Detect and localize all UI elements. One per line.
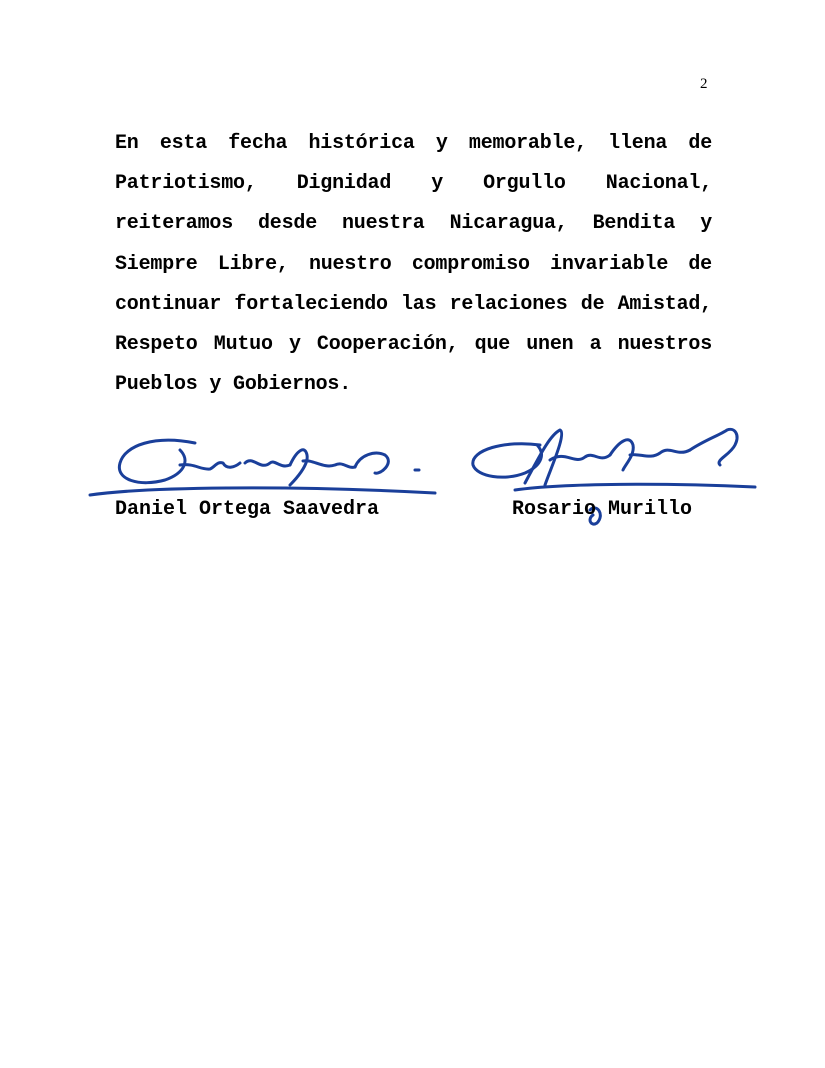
body-paragraph: En esta fecha histórica y memorable, llena de Patriotismo, Dignidad y Orgullo Nacional, reiteramos desde nuestra Nicaragua, Bendita y Siempre Libre, nuestro compromiso invariable de continuar fortaleciendo las relaciones de Amistad, Respeto Mutuo y Cooperación, que unen a nuestros Pueblos y Gobiernos. — [115, 132, 712, 397]
page-number: 2 — [700, 76, 708, 92]
signatory-name: Rosario Murillo — [512, 498, 693, 521]
handwritten-signature-icon — [85, 425, 450, 505]
signatory-name: Daniel Ortega Saavedra — [115, 498, 380, 521]
